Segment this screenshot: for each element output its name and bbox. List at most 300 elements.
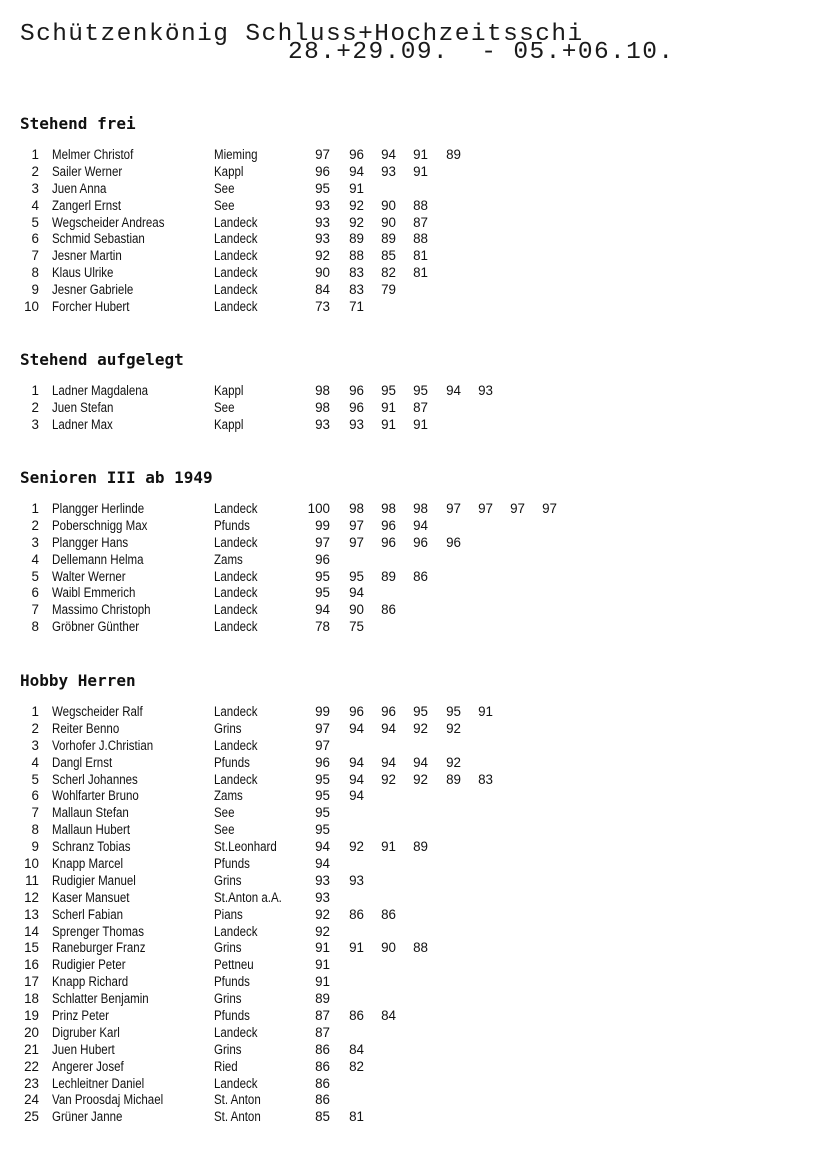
- score: 93: [315, 872, 330, 888]
- score: 97: [349, 534, 364, 550]
- result-row: [0, 721, 826, 738]
- club-name: Grins: [214, 991, 242, 1007]
- score: 89: [413, 839, 428, 855]
- score: 94: [315, 856, 330, 872]
- score: 94: [349, 163, 364, 179]
- score: 93: [315, 231, 330, 247]
- score: 97: [349, 517, 364, 533]
- rank: 20: [24, 1024, 39, 1040]
- score: 93: [315, 214, 330, 230]
- result-row: [0, 873, 826, 890]
- result-row: [0, 1025, 826, 1042]
- score: 83: [478, 771, 493, 787]
- score: 84: [315, 282, 330, 298]
- score: 81: [413, 248, 428, 264]
- score: 92: [446, 720, 461, 736]
- score: 86: [381, 906, 396, 922]
- club-name: St.Anton a.A.: [214, 889, 282, 905]
- rank: 5: [31, 214, 39, 230]
- shooter-name: Wegscheider Andreas: [52, 214, 165, 230]
- shooter-name: Juen Anna: [52, 180, 107, 196]
- score: 71: [349, 299, 364, 315]
- shooter-name: Schlatter Benjamin: [52, 991, 149, 1007]
- shooter-name: Melmer Christof: [52, 147, 134, 162]
- score: 92: [349, 839, 364, 855]
- club-name: Grins: [214, 1041, 242, 1057]
- club-name: Pfunds: [214, 754, 250, 770]
- result-row: [0, 569, 826, 586]
- score: 94: [381, 147, 396, 162]
- score: 96: [349, 147, 364, 162]
- shooter-name: Sailer Werner: [52, 163, 123, 179]
- rank: 17: [24, 974, 39, 990]
- club-name: Landeck: [214, 231, 258, 247]
- score: 83: [349, 265, 364, 281]
- score: 96: [315, 551, 330, 567]
- club-name: Landeck: [214, 704, 258, 719]
- rank: 11: [25, 872, 39, 888]
- score: 99: [315, 704, 330, 719]
- score: 96: [381, 704, 396, 719]
- result-row: [0, 940, 826, 957]
- score: 91: [381, 399, 396, 415]
- score: 85: [381, 248, 396, 264]
- result-row: [0, 924, 826, 941]
- score: 94: [349, 754, 364, 770]
- score: 94: [349, 788, 364, 804]
- shooter-name: Knapp Marcel: [52, 856, 124, 872]
- score: 95: [315, 788, 330, 804]
- shooter-name: Rudigier Peter: [52, 957, 126, 973]
- result-row: [0, 602, 826, 619]
- score: 89: [349, 231, 364, 247]
- score: 99: [315, 517, 330, 533]
- result-row: [0, 248, 826, 265]
- score: 90: [349, 602, 364, 618]
- club-name: Landeck: [214, 1075, 258, 1091]
- rank: 16: [24, 957, 39, 973]
- rank: 9: [31, 282, 39, 298]
- rank: 13: [24, 906, 39, 922]
- score: 96: [315, 163, 330, 179]
- score: 93: [478, 383, 493, 398]
- score: 97: [315, 147, 330, 162]
- rank: 3: [31, 737, 39, 753]
- score: 82: [349, 1058, 364, 1074]
- result-row: [0, 299, 826, 316]
- score: 87: [315, 1008, 330, 1024]
- shooter-name: Schranz Tobias: [52, 839, 131, 855]
- shooter-name: Juen Stefan: [52, 399, 114, 415]
- score: 91: [315, 940, 330, 956]
- club-name: See: [214, 399, 235, 415]
- score: 92: [413, 771, 428, 787]
- rank: 1: [31, 704, 39, 719]
- shooter-name: Kaser Mansuet: [52, 889, 130, 905]
- rank: 10: [24, 299, 39, 315]
- rank: 1: [31, 501, 39, 516]
- score: 95: [315, 805, 330, 821]
- score: 95: [413, 704, 428, 719]
- score: 94: [413, 754, 428, 770]
- rank: 18: [24, 991, 39, 1007]
- score: 91: [413, 147, 428, 162]
- result-row: [0, 957, 826, 974]
- rank: 7: [31, 602, 39, 618]
- result-row: [0, 1042, 826, 1059]
- score: 97: [446, 501, 461, 516]
- shooter-name: Vorhofer J.Christian: [52, 737, 154, 753]
- score: 98: [315, 399, 330, 415]
- rank: 15: [24, 940, 39, 956]
- title-line-2: 28.+29.09. - 05.+06.10.: [288, 39, 675, 66]
- score: 91: [349, 940, 364, 956]
- score: 86: [381, 602, 396, 618]
- score: 92: [446, 754, 461, 770]
- shooter-name: Dangl Ernst: [52, 754, 113, 770]
- shooter-name: Grüner Janne: [52, 1109, 123, 1125]
- result-row: [0, 181, 826, 198]
- score: 93: [381, 163, 396, 179]
- rank: 4: [31, 197, 39, 213]
- result-row: [0, 755, 826, 772]
- club-name: Landeck: [214, 602, 258, 618]
- score: 93: [315, 889, 330, 905]
- rank: 21: [24, 1041, 39, 1057]
- rank: 25: [24, 1109, 39, 1125]
- shooter-name: Massimo Christoph: [52, 602, 151, 618]
- results-list: [0, 383, 826, 434]
- score: 81: [349, 1109, 364, 1125]
- score: 96: [381, 534, 396, 550]
- shooter-name: Plangger Herlinde: [52, 501, 145, 516]
- score: 86: [315, 1041, 330, 1057]
- result-row: [0, 1008, 826, 1025]
- score: 93: [349, 416, 364, 432]
- score: 89: [381, 231, 396, 247]
- shooter-name: Poberschnigg Max: [52, 517, 148, 533]
- score: 89: [446, 771, 461, 787]
- club-name: Landeck: [214, 923, 258, 939]
- score: 92: [315, 248, 330, 264]
- score: 93: [349, 872, 364, 888]
- rank: 2: [31, 399, 39, 415]
- club-name: Pfunds: [214, 1008, 250, 1024]
- result-row: [0, 822, 826, 839]
- score: 88: [413, 231, 428, 247]
- result-row: [0, 619, 826, 636]
- score: 78: [315, 619, 330, 635]
- result-row: [0, 585, 826, 602]
- result-row: [0, 856, 826, 873]
- score: 86: [413, 568, 428, 584]
- score: 95: [446, 704, 461, 719]
- result-row: [0, 265, 826, 282]
- shooter-name: Rudigier Manuel: [52, 872, 136, 888]
- section-heading: Hobby Herren: [20, 671, 136, 690]
- shooter-name: Ladner Max: [52, 416, 113, 432]
- club-name: Landeck: [214, 585, 258, 601]
- score: 83: [349, 282, 364, 298]
- club-name: Landeck: [214, 282, 258, 298]
- club-name: Pians: [214, 906, 243, 922]
- score: 94: [349, 771, 364, 787]
- result-row: [0, 1059, 826, 1076]
- score: 95: [413, 383, 428, 398]
- score: 98: [413, 501, 428, 516]
- score: 86: [315, 1075, 330, 1091]
- score: 89: [446, 147, 461, 162]
- score: 94: [446, 383, 461, 398]
- score: 94: [413, 517, 428, 533]
- club-name: See: [214, 822, 235, 838]
- score: 90: [381, 197, 396, 213]
- shooter-name: Dellemann Helma: [52, 551, 144, 567]
- club-name: Pfunds: [214, 974, 250, 990]
- score: 95: [315, 585, 330, 601]
- rank: 4: [31, 754, 39, 770]
- club-name: St. Anton: [214, 1092, 261, 1108]
- score: 91: [381, 839, 396, 855]
- score: 97: [510, 501, 525, 516]
- score: 95: [349, 568, 364, 584]
- score: 86: [315, 1092, 330, 1108]
- result-row: [0, 772, 826, 789]
- club-name: Landeck: [214, 501, 258, 516]
- score: 95: [315, 180, 330, 196]
- rank: 1: [31, 383, 39, 398]
- rank: 3: [31, 416, 39, 432]
- rank: 9: [31, 839, 39, 855]
- result-row: [0, 805, 826, 822]
- score: 82: [381, 265, 396, 281]
- score: 94: [315, 839, 330, 855]
- rank: 2: [31, 163, 39, 179]
- score: 84: [381, 1008, 396, 1024]
- shooter-name: Jesner Gabriele: [52, 282, 134, 298]
- score: 91: [381, 416, 396, 432]
- club-name: Mieming: [214, 147, 258, 162]
- score: 84: [349, 1041, 364, 1057]
- score: 96: [315, 754, 330, 770]
- score: 97: [315, 737, 330, 753]
- score: 88: [413, 940, 428, 956]
- club-name: Landeck: [214, 619, 258, 635]
- result-row: [0, 991, 826, 1008]
- rank: 3: [31, 180, 39, 196]
- score: 90: [381, 940, 396, 956]
- result-row: [0, 164, 826, 181]
- club-name: Pfunds: [214, 856, 250, 872]
- score: 94: [381, 720, 396, 736]
- score: 90: [381, 214, 396, 230]
- club-name: Landeck: [214, 737, 258, 753]
- score: 85: [315, 1109, 330, 1125]
- score: 96: [413, 534, 428, 550]
- shooter-name: Waibl Emmerich: [52, 585, 136, 601]
- result-row: [0, 400, 826, 417]
- club-name: Grins: [214, 940, 242, 956]
- shooter-name: Mallaun Hubert: [52, 822, 131, 838]
- score: 92: [381, 771, 396, 787]
- results-list: [0, 147, 826, 316]
- rank: 14: [24, 923, 39, 939]
- score: 91: [315, 974, 330, 990]
- shooter-name: Angerer Josef: [52, 1058, 124, 1074]
- club-name: Landeck: [214, 299, 258, 315]
- club-name: Kappl: [214, 383, 244, 398]
- result-row: [0, 282, 826, 299]
- shooter-name: Ladner Magdalena: [52, 383, 149, 398]
- score: 75: [349, 619, 364, 635]
- score: 89: [381, 568, 396, 584]
- shooter-name: Walter Werner: [52, 568, 126, 584]
- score: 87: [413, 399, 428, 415]
- result-row: [0, 147, 826, 164]
- rank: 7: [31, 805, 39, 821]
- shooter-name: Scherl Johannes: [52, 771, 138, 787]
- score: 93: [315, 416, 330, 432]
- results-list: [0, 501, 826, 636]
- rank: 12: [24, 889, 39, 905]
- result-row: [0, 907, 826, 924]
- score: 92: [315, 906, 330, 922]
- score: 94: [349, 720, 364, 736]
- rank: 6: [31, 788, 39, 804]
- score: 73: [315, 299, 330, 315]
- section-heading: Stehend frei: [20, 114, 136, 133]
- score: 95: [315, 822, 330, 838]
- rank: 7: [31, 248, 39, 264]
- score: 92: [349, 197, 364, 213]
- result-row: [0, 1076, 826, 1093]
- score: 87: [315, 1024, 330, 1040]
- club-name: See: [214, 180, 235, 196]
- result-row: [0, 215, 826, 232]
- shooter-name: Raneburger Franz: [52, 940, 146, 956]
- score: 91: [413, 163, 428, 179]
- score: 86: [349, 906, 364, 922]
- rank: 23: [24, 1075, 39, 1091]
- shooter-name: Sprenger Thomas: [52, 923, 144, 939]
- score: 97: [478, 501, 493, 516]
- section-heading: Stehend aufgelegt: [20, 350, 184, 369]
- club-name: Zams: [214, 551, 243, 567]
- score: 96: [446, 534, 461, 550]
- score: 94: [349, 585, 364, 601]
- rank: 19: [24, 1008, 39, 1024]
- score: 90: [315, 265, 330, 281]
- rank: 4: [31, 551, 39, 567]
- shooter-name: Mallaun Stefan: [52, 805, 129, 821]
- rank: 10: [24, 856, 39, 872]
- score: 91: [349, 180, 364, 196]
- shooter-name: Van Proosdaj Michael: [52, 1092, 164, 1108]
- rank: 8: [31, 619, 39, 635]
- result-row: [0, 974, 826, 991]
- shooter-name: Zangerl Ernst: [52, 197, 122, 213]
- rank: 8: [31, 265, 39, 281]
- score: 95: [315, 568, 330, 584]
- shooter-name: Wohlfarter Bruno: [52, 788, 139, 804]
- rank: 24: [24, 1092, 39, 1108]
- shooter-name: Knapp Richard: [52, 974, 129, 990]
- club-name: Kappl: [214, 416, 244, 432]
- shooter-name: Scherl Fabian: [52, 906, 124, 922]
- rank: 8: [31, 822, 39, 838]
- results-list: [0, 704, 826, 1126]
- result-row: [0, 704, 826, 721]
- club-name: Landeck: [214, 1024, 258, 1040]
- shooter-name: Reiter Benno: [52, 720, 120, 736]
- result-row: [0, 231, 826, 248]
- rank: 6: [31, 585, 39, 601]
- shooter-name: Juen Hubert: [52, 1041, 115, 1057]
- score: 94: [381, 754, 396, 770]
- rank: 1: [31, 147, 39, 162]
- result-row: [0, 535, 826, 552]
- score: 98: [315, 383, 330, 398]
- club-name: Landeck: [214, 568, 258, 584]
- score: 95: [315, 771, 330, 787]
- result-row: [0, 788, 826, 805]
- score: 89: [315, 991, 330, 1007]
- score: 98: [381, 501, 396, 516]
- rank: 5: [31, 771, 39, 787]
- section-heading: Senioren III ab 1949: [20, 468, 213, 487]
- club-name: Ried: [214, 1058, 238, 1074]
- score: 91: [478, 704, 493, 719]
- score: 95: [381, 383, 396, 398]
- rank: 5: [31, 568, 39, 584]
- club-name: Kappl: [214, 163, 244, 179]
- shooter-name: Jesner Martin: [52, 248, 122, 264]
- score: 97: [315, 534, 330, 550]
- result-row: [0, 738, 826, 755]
- score: 81: [413, 265, 428, 281]
- score: 91: [413, 416, 428, 432]
- club-name: Landeck: [214, 248, 258, 264]
- score: 97: [542, 501, 557, 516]
- score: 87: [413, 214, 428, 230]
- shooter-name: Klaus Ulrike: [52, 265, 114, 281]
- shooter-name: Digruber Karl: [52, 1024, 120, 1040]
- club-name: Zams: [214, 788, 243, 804]
- shooter-name: Lechleitner Daniel: [52, 1075, 145, 1091]
- club-name: Landeck: [214, 265, 258, 281]
- title-line-1: Schützenkönig Schluss+Hochzeitsschi: [20, 21, 584, 48]
- rank: 2: [31, 517, 39, 533]
- club-name: Pettneu: [214, 957, 254, 973]
- club-name: See: [214, 805, 235, 821]
- shooter-name: Prinz Peter: [52, 1008, 109, 1024]
- score: 79: [381, 282, 396, 298]
- club-name: St.Leonhard: [214, 839, 277, 855]
- club-name: Landeck: [214, 534, 258, 550]
- result-row: [0, 501, 826, 518]
- score: 88: [349, 248, 364, 264]
- shooter-name: Forcher Hubert: [52, 299, 130, 315]
- club-name: Landeck: [214, 771, 258, 787]
- score: 86: [349, 1008, 364, 1024]
- shooter-name: Gröbner Günther: [52, 619, 140, 635]
- score: 94: [315, 602, 330, 618]
- score: 93: [315, 197, 330, 213]
- rank: 6: [31, 231, 39, 247]
- club-name: Pfunds: [214, 517, 250, 533]
- result-row: [0, 383, 826, 400]
- result-row: [0, 890, 826, 907]
